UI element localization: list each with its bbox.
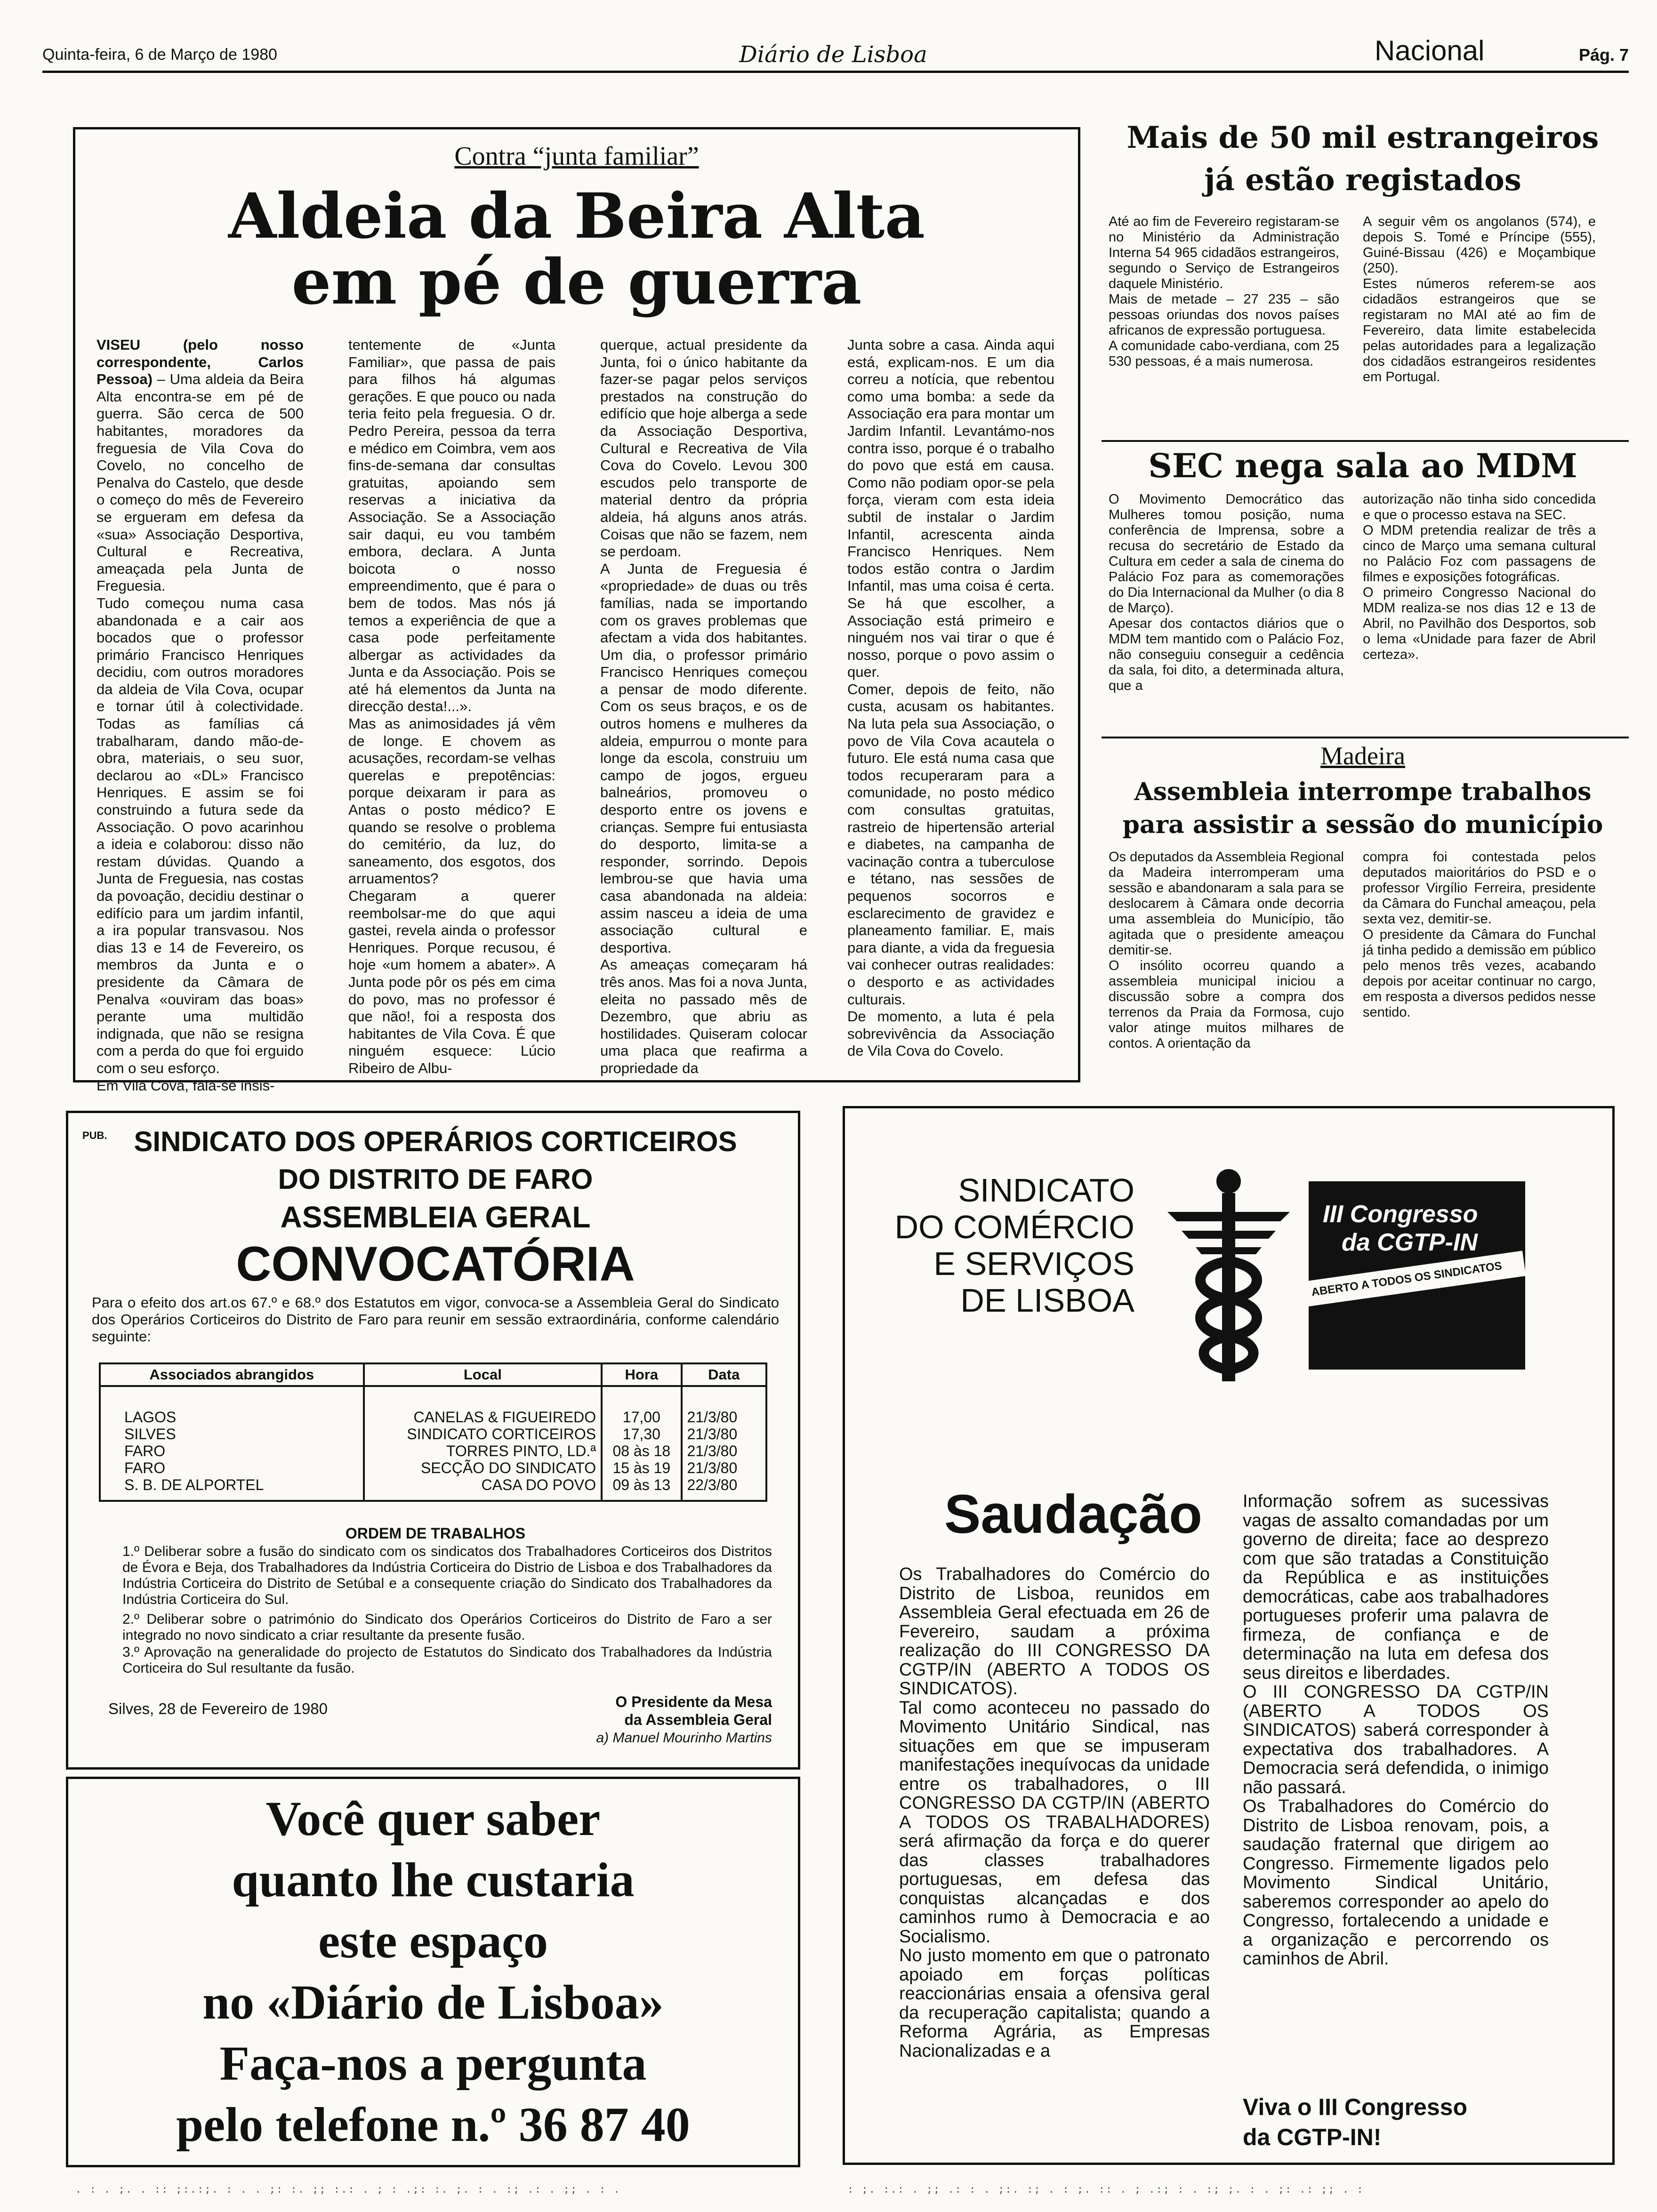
sec-col-2: autorização não tinha sido concedida e que o processo estava na SEC. O MDM pretendia realizar de três a cinco de Março uma semana cultural no Palácio Foz com passagens de filmes e exposições fotográficas. O primeiro Congresso Nacional do MDM realiza-se nos dias 12 e 13 de Abril, no Pavilhão dos Desportos, sob o lema «Unidade para fazer de Abril certeza».	[1363, 492, 1596, 662]
comercio-name-2: DO COMÉRCIO	[894, 1209, 1134, 1245]
comercio-name-4: DE LISBOA	[960, 1282, 1134, 1319]
lead-kicker: Contra “junta familiar”	[454, 142, 699, 171]
estrangeiros-headline-2: já estão registados	[1204, 162, 1521, 198]
agenda-item-1: 1.º Deliberar sobre a fusão do sindicato com os sindicatos dos Trabalhadores Corticeiros dos Distritos de Évora e Beja, dos Trabalhadores da Indústria Corticeira do Distrio de Lisboa e dos Trabalhadores da Indústria Corticeira do Distrito de Setúbal e a consequente criação do Sindicato dos Trabalhadores da Indústria Corticeira do Sul.	[122, 1544, 772, 1607]
saudacao-title: Saudação	[944, 1483, 1202, 1545]
table-row: LAGOS CANELAS & FIGUEIREDO 17,00 21/3/80	[100, 1386, 766, 1426]
advertise-line-2: quanto lhe custaria	[232, 1853, 635, 1907]
table-row: FARO TORRES PINTO, LD.ª 08 às 18 21/3/80	[100, 1443, 766, 1459]
col-header-associados: Associados abrangidos	[100, 1363, 364, 1386]
calendar-table-wrap	[99, 1362, 767, 1502]
estrangeiros-col-1: Até ao fim de Fevereiro registaram-se no Ministério da Administração Interna 54 965 cidadãos estrangeiros, segundo o Serviço de Estrangeiros daquele Ministério. Mais de metade – 27 235 – são pessoas oriundas dos novos países africanos de expressão portuguesa. A comunidade cabo-verdiana, com 25 530 pessoas, é a mais numerosa.	[1109, 214, 1339, 369]
congress-title-2: da CGTP-IN	[1342, 1229, 1478, 1256]
advertise-line-1: Você quer saber	[265, 1792, 601, 1846]
lead-col-2: tentemente de «Junta Familiar», que passa de pais para filhos há algumas gerações. E que pouco ou nada teria feito pela freguesia. O dr. Pedro Pereira, pessoa da terra e médico em Coimbra, vem aos fins-de-semana dar consultas gratuitas, apoiando sem reservas a iniciativa da Associação. Se a Associação sair daqui, eu vou também embora, declara. A Junta boicota o nosso empreendimento, que é para o bem de todos. Mas nós já temos a experiência de que a casa pode perfeitamente albergar as actividades da Junta e da Associação. Pois se até há elementos da Junta na direcção desta!...». Mas as animosidades já vêm de longe. E chovem as acusações, recordam-se velhas querelas e prepotências: porque deixaram ir para as Antas o posto médico? E quando se resolve o problema do cemitério, da luz, do saneamento, dos esgotos, dos arruamentos? Chegaram a querer reembolsar-me do que aqui gastei, revela ainda o professor Henriques. Porque recusou, é hoje «um homem a abater». A Junta pode pôr os pés em cima do povo, mas no professor é que não!, foi a resposta dos habitantes de Vila Cova. É que ninguém esquece: Lúcio Ribeiro de Albu-	[348, 337, 555, 1076]
table-row: SILVES SINDICATO CORTICEIROS 17,30 21/3/80	[100, 1426, 766, 1443]
corticeiros-title-3: ASSEMBLEIA GERAL	[280, 1200, 591, 1234]
corticeiros-intro: Para o efeito dos art.os 67.º e 68.º dos Estatutos em vigor, convoca-se a Assembleia Geral do Sindicato dos Operários Corticeiros do Distrito de Faro para reunir em sessão extraordinária, conforme calendário seguinte:	[92, 1294, 779, 1345]
masthead	[42, 28, 1629, 73]
closing-line-2: da CGTP-IN!	[1243, 2124, 1382, 2150]
divider-2	[1102, 737, 1629, 738]
table-row: FARO SECÇÃO DO SINDICATO 15 às 19 21/3/80	[100, 1459, 766, 1476]
comercio-name-1: SINDICATO	[958, 1172, 1134, 1209]
estrangeiros-col-2: A seguir vêm os angolanos (574), e depois S. Tomé e Príncipe (555), Guiné-Bissau (426) e Moçambique (250). Estes números referem-se aos cidadãos estrangeiros que se registaram no MAI até ao fim de Fevereiro, data limite estabelecida pelas autoridades para a legalização dos cidadãos estrangeiros residentes em Portugal.	[1363, 214, 1596, 385]
estrangeiros-headline-1: Mais de 50 mil estrangeiros	[1126, 120, 1599, 155]
caduceus-icon	[1163, 1167, 1295, 1384]
comercio-col-2: Informação sofrem as sucessivas vagas de assalto comandadas por um governo de direita; face ao desprezo com que são tratadas a Constituição da República e as instituições democráticas, cabe aos trabalhadores portugueses proferir uma palavra de firmeza, de confiança e de determinação na luta em defesa dos seus direitos e liberdades. O III CONGRESSO DA CGTP/IN (ABERTO A TODOS OS SINDICATOS) saberá corresponder à expectativa dos trabalhadores. A Democracia será defendida, o inimigo não passará. Os Trabalhadores do Comércio do Distrito de Lisboa renovam, pois, a saudação fraternal que dirigem ao Congresso. Firmemente ligados pelo Movimento Sindical Unitário, saberemos corresponder ao apelo do Congresso, fortalecendo a unidade e a organização e percorrendo os caminhos de Abril.	[1243, 1491, 1549, 1969]
page-number: Pág. 7	[1578, 45, 1629, 64]
agenda-item-3: 3.º Aprovação na generalidade do projecto de Estatutos do Sindicato dos Trabalhadores da Indústria Corticeira do Sul resultante da fusão.	[122, 1644, 772, 1676]
table-row: S. B. DE ALPORTEL CASA DO POVO 09 às 13 22/3/80	[100, 1476, 766, 1501]
col-header-data: Data	[682, 1363, 767, 1386]
col-header-hora: Hora	[602, 1363, 681, 1386]
closing-line-1: Viva o III Congresso	[1243, 2094, 1468, 2120]
madeira-kicker: Madeira	[1320, 742, 1405, 770]
corticeiros-title-4: CONVOCATÓRIA	[236, 1237, 635, 1291]
congress-banner	[1303, 1251, 1526, 1307]
lead-col-4: Junta sobre a casa. Ainda aqui está, explicam-nos. E um dia correu a notícia, que rebentou como uma bomba: a sede da Associação era para montar um Jardim Infantil. Levantámo-nos contra isso, porque é o trabalho do povo que está em causa. Como não podiam opor-se pela força, vieram com esta ideia subtil de instalar o Jardim Infantil, acrescenta ainda Francisco Henriques. Nem todos estão contra o Jardim Infantil, mas uma coisa é certa. Se há que escolher, a Associação está primeiro e ninguém nos vai tirar o que é nosso, porque o povo assim o quer. Comer, depois de feito, não custa, acusam os habitantes. Na luta pela sua Associação, o povo de Vila Cova acautela o futuro. Ele está numa casa que todos recuperaram para a comunidade, no posto médico com consultas gratuitas, rastreio de hipertensão arterial e diabetes, na campanha de vacinação contra a tuberculose e tétano, nas sessões de pequenos socorros e esclarecimento de gravidez e planeamento familiar. E, mais para diante, a vida da freguesia vai conhecer outras realidades: o desporto e as actividades culturais. De momento, a luta é pela sobrevivência da Associação de Vila Cova do Covelo.	[847, 337, 1054, 1059]
signature-role-1: O Presidente da Mesa	[615, 1693, 772, 1710]
madeira-headline-2: para assistir a sessão do município	[1122, 810, 1603, 839]
comercio-col-1: Os Trabalhadores do Comércio do Distrito de Lisboa, reunidos em Assembleia Geral efectuada em 26 de Fevereiro, saudam a próxima realização do III CONGRESSO DA CGTP/IN (ABERTO A TODOS OS SINDICATOS). Tal como aconteceu no passado do Movimento Unitário Sindical, nas situações em que se impuseram manifestações inequívocas da unidade entre os trabalhadores, o III CONGRESSO DA CGTP/IN (ABERTO A TODOS OS TRABALHADORES) será afirmação da força e do querer das classes trabalhadores portuguesas, em defesa das conquistas alcançadas e dos caminhos rumo à Democracia e ao Socialismo. No justo momento em que o patronato apoiado em forças políticas reaccionárias ensaia a ofensiva geral da recuperação capitalista; quando a Reforma Agrária, as Empresas Nacionalizadas e a	[899, 1564, 1210, 2061]
congress-banner-text: ABERTO A TODOS OS SINDICATOS	[1311, 1259, 1503, 1299]
advertise-line-6: pelo telefone n.º 36 87 40	[176, 2098, 690, 2152]
lead-headline-2: em pé de guerra	[291, 246, 862, 319]
issue-date: Quinta-feira, 6 de Março de 1980	[42, 46, 277, 64]
advertise-line-4: no «Diário de Lisboa»	[202, 1975, 664, 2029]
lead-headline-1: Aldeia da Beira Alta	[228, 180, 925, 253]
place-date: Silves, 28 de Fevereiro de 1980	[108, 1700, 328, 1717]
corticeiros-title-2: DO DISTRITO DE FARO	[278, 1163, 593, 1195]
signature-name: a) Manuel Mourinho Martins	[596, 1730, 772, 1746]
lead-col-3: querque, actual presidente da Junta, foi o único habitante da fazer-se pagar pelos serviços prestados na construção do edifício que hoje alberga a sede da Associação Desportiva, Cultural e Recreativa de Vila Cova do Covelo. Levou 300 escudos pelo transporte de material dentro da própria aldeia, há alguns anos atrás. Coisas que não se fazem, nem se perdoam. A Junta de Freguesia é «propriedade» de duas ou três famílias, nada se importando com os graves problemas que afectam a vida dos habitantes. Um dia, o professor primário Francisco Henriques começou a pensar de modo diferente. Com os seus braços, e os de outros homens e mulheres da aldeia, empurrou o monte para longe da escola, construiu um campo de jogos, ergueu balneários, promoveu o desporto entre os jovens e crianças. Sempre fui entusiasta do desporto, limita-se a responder, sorrindo. Depois lembrou-se que havia uma casa abandonada na aldeia: assim nasceu a ideia de uma associação cultural e desportiva. As ameaças começaram há três anos. Mas foi a nova Junta, eleita no passado mês de Dezembro, que abriu as hostilidades. Quiseram colocar uma placa que reafirma a propriedade da	[600, 337, 807, 1076]
print-noise-left: . : . ;. . :: ;:.:;. : . . ;: :. ;; :.: . ; : .;: :. ;. : . :; .: . ;; . : .	[75, 2184, 621, 2196]
advertise-line-3: este espaço	[318, 1914, 548, 1968]
sec-col-1: O Movimento Democrático das Mulheres tomou posição, numa conferência de Imprensa, sobre a recusa do secretário de Estado da Cultura em ceder a sala de cinema do Palácio Foz para as comemorações do Dia Internacional da Mulher (o dia 8 de Março). Apesar dos contactos diários que o MDM tem mantido com o Palácio Foz, não conseguiu conseguir a cedência da sala, foi dito, a determinada altura, que a	[1109, 492, 1344, 693]
lead-byline: VISEU (pelo nosso correspondente, Carlos Pessoa)	[97, 337, 304, 388]
print-noise-right: : ;. :.: . ;; .: : . ;:. :; . : ;. :: . ; .:; : . :; ;. : . ;: .: ;; . :	[847, 2184, 1364, 2196]
madeira-col-1: Os deputados da Assembleia Regional da Madeira interromperam uma sessão e abandonaram a sala para se deslocarem à Câmara onde decorria uma assembleia do Município, tão agitada que o presidente ameaçou demitir-se. O insólito ocorreu quando a assembleia municipal iniciou a discussão sobre a compra dos terrenos da Praia da Formosa, cujo valor atinge muitos milhares de contos. A orientação da	[1109, 850, 1344, 1051]
comercio-name-3: E SERVIÇOS	[933, 1245, 1134, 1282]
signature-role-2: da Assembleia Geral	[624, 1711, 772, 1728]
advertise-line-5: Faça-nos a pergunta	[219, 2036, 647, 2091]
madeira-col-2: compra foi contestada pelos deputados maioritários do PSD e o professor Virgílio Ferreira, presidente da Câmara do Funchal ameaçou, pela sexta vez, demitir-se. O presidente da Câmara do Funchal já tinha pedido a demissão em público pelo menos três vezes, acabando depois por aceitar continuar no cargo, em resposta a diversos pedidos nesse sentido.	[1363, 850, 1596, 1020]
col-header-local: Local	[364, 1363, 602, 1386]
sec-headline: SEC nega sala ao MDM	[1148, 446, 1577, 485]
agenda-item-2: 2.º Deliberar sobre o património do Sindicato dos Operários Corticeiros do Distrito de Faro a ser integrado no novo sindicato a criar resultante da presente fusão.	[122, 1611, 772, 1643]
divider-1	[1102, 440, 1629, 442]
paper-name: Diário de Lisboa	[739, 41, 927, 68]
lead-col-1: VISEU (pelo nosso correspondente, Carlos Pessoa) – Uma aldeia da Beira Alta encontra-se em pé de guerra. São cerca de 500 habitantes, moradores da freguesia de Vila Cova do Covelo, no concelho de Penalva do Castelo, que desde o começo do mês de Fevereiro se ergueram em defesa da «sua» Associação Desportiva, Cultural e Recreativa, ameaçada pela Junta de Freguesia. Tudo começou numa casa abandonada e a cair aos bocados que o professor primário Francisco Henriques decidiu, com outros moradores da aldeia de Vila Cova, ocupar e tornar útil à colectividade. Todas as famílias cá trabalharam, dando mão-de-obra, materiais, o seu suor, declarou ao «DL» Francisco Henriques. E assim se foi construindo a futura sede da Associação. O povo acarinhou a ideia e colaborou: disso não restam dúvidas. Quando a Junta de Freguesia, nas costas da povoação, decidiu destinar o edifício para um jardim infantil, a ira popular transvasou. Nos dias 13 e 14 de Fevereiro, os membros da Junta e o presidente da Câmara de Penalva «ouviram das boas» perante uma multidão indignada, que não se resigna com a perda do que foi erguido com o seu esforço. Em Vila Cova, fala-se insis-	[97, 337, 304, 1094]
calendar-table	[99, 1362, 767, 1502]
pub-tag: PUB.	[82, 1130, 107, 1141]
madeira-headline-1: Assembleia interrompe trabalhos	[1134, 777, 1592, 806]
section-name: Nacional	[1375, 35, 1485, 66]
corticeiros-title-1: SINDICATO DOS OPERÁRIOS CORTICEIROS	[134, 1126, 737, 1157]
congress-title-1: III Congresso	[1323, 1201, 1478, 1228]
congress-logo	[1309, 1181, 1525, 1370]
agenda-title: ORDEM DE TRABALHOS	[345, 1525, 526, 1542]
